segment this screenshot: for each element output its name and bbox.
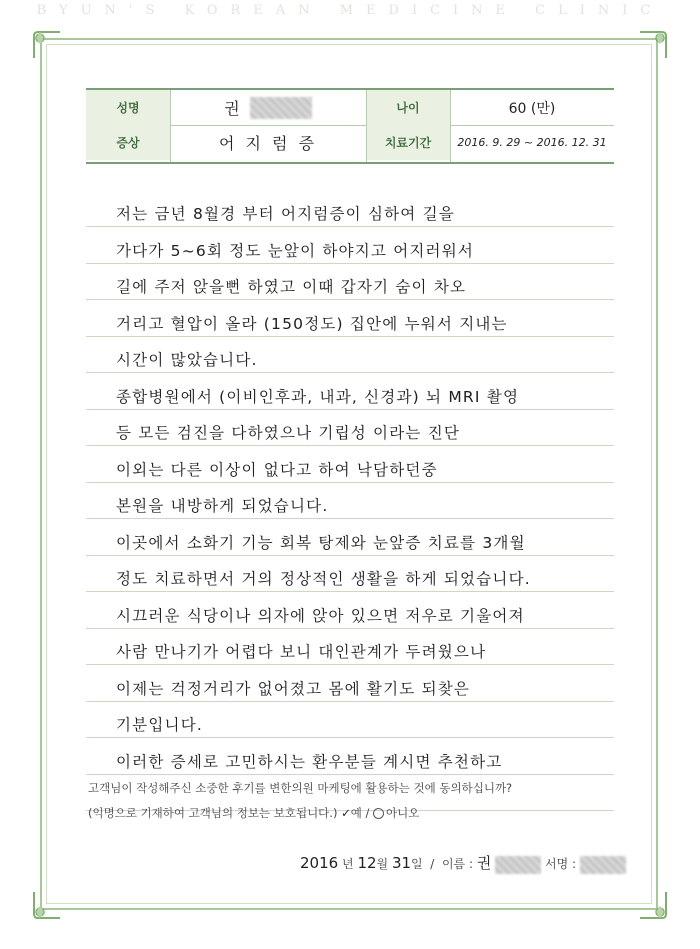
corner-ornament-icon <box>636 888 670 922</box>
signature-row <box>300 852 630 876</box>
sign-year-unit: 년 <box>342 857 354 871</box>
sign-day: 31 <box>391 854 412 872</box>
ruled-line <box>86 336 614 337</box>
consent-note-row <box>88 805 512 821</box>
corner-ornament-icon <box>30 28 64 62</box>
sign-name-value: 권 <box>476 854 492 872</box>
age-value: 60 (만) <box>508 100 556 117</box>
sign-divider: / <box>430 857 435 871</box>
ruled-line <box>86 555 614 556</box>
symptom-value: 어 지 럼 증 <box>218 134 318 153</box>
ruled-line <box>86 737 614 738</box>
redacted-name <box>495 856 541 874</box>
name-value <box>170 90 366 125</box>
review-text-line: 이곳에서 소화기 기능 회복 탕제와 눈앞증 치료를 3개월 <box>116 533 526 552</box>
ruled-line <box>86 226 614 227</box>
sign-month-unit: 월 <box>376 857 389 871</box>
consent-note: (익명으로 기재하여 고객님의 정보는 보호됩니다.) <box>88 806 338 820</box>
sign-day-unit: 일 <box>411 857 423 871</box>
review-text-line: 이러한 증세로 고민하시는 환우분들 계시면 추천하고 <box>116 752 503 771</box>
redacted-name <box>250 97 312 119</box>
corner-ornament-icon <box>636 28 670 62</box>
ruled-line <box>86 518 614 519</box>
consent-no[interactable]: 아니오 <box>386 806 420 820</box>
corner-ornament-icon <box>30 888 64 922</box>
clinic-name-watermark: BYUN'S KOREAN MEDICINE CLINIC <box>36 3 664 18</box>
ruled-line <box>86 409 614 410</box>
consent-separator: / <box>365 806 370 820</box>
review-text-line: 시간이 많았습니다. <box>116 351 258 369</box>
ruled-line <box>86 628 614 629</box>
patient-info-table <box>86 88 614 164</box>
review-text-line: 등 모든 검진을 다하였으나 기립성 이라는 진단 <box>116 424 461 442</box>
review-text-line: 이외는 다른 이상이 없다고 하여 낙담하던중 <box>116 460 438 479</box>
age-label: 나이 <box>366 90 450 125</box>
info-row-symptom-period <box>86 125 614 160</box>
ruled-line <box>86 445 614 446</box>
table-divider <box>170 90 171 162</box>
name-handwriting: 권 <box>224 99 240 118</box>
review-text-line: 기분입니다. <box>116 716 203 734</box>
sign-month: 12 <box>357 854 377 872</box>
review-text-line: 가다가 5~6회 정도 눈앞이 하야지고 어지러워서 <box>116 241 475 260</box>
symptom-label: 증상 <box>86 125 170 160</box>
table-divider <box>450 90 451 162</box>
ruled-line <box>86 263 614 264</box>
review-text-line: 길에 주저 앉을뻔 하였고 이때 갑자기 숨이 차오 <box>116 278 467 296</box>
marketing-consent <box>88 780 512 821</box>
period-value: 2016. 9. 29 ~ 2016. 12. 31 <box>457 136 607 149</box>
ruled-line <box>86 299 614 300</box>
ruled-line <box>86 701 614 702</box>
review-text-line: 본원을 내방하게 되었습니다. <box>116 497 329 515</box>
ruled-line <box>86 372 614 373</box>
review-text-line: 거리고 혈압이 올라 (150정도) 집안에 누워서 지내는 <box>116 314 508 333</box>
table-divider <box>366 90 367 162</box>
review-text-line: 종합병원에서 (이비인후과, 내과, 신경과) 뇌 MRI 촬영 <box>116 387 520 406</box>
review-text-line: 정도 치료하면서 거의 정상적인 생활을 하게 되었습니다. <box>116 570 531 588</box>
consent-question: 고객님이 작성해주신 소중한 후기를 변한의원 마케팅에 활용하는 것에 동의하십니까? <box>88 781 513 795</box>
radio-circle-icon[interactable] <box>373 808 384 819</box>
review-text-line: 사람 만나기가 어렵다 보니 대인관계가 두려웠으나 <box>116 643 487 661</box>
review-text-line: 시끄러운 식당이나 의자에 앉아 있으면 저우로 기울어져 <box>116 606 525 625</box>
ruled-line <box>86 482 614 483</box>
sign-name-label: 이름 : <box>441 857 474 871</box>
checkmark-icon: ✓ <box>341 806 351 820</box>
sign-year: 2016 <box>300 854 339 872</box>
consent-yes[interactable]: 예 <box>350 806 362 820</box>
review-text-line: 저는 금년 8월경 부터 어지럼증이 심하여 길을 <box>116 205 455 223</box>
ruled-line <box>86 774 614 775</box>
info-row-name-age <box>86 90 614 126</box>
review-text-line: 이제는 걱정거리가 없어졌고 몸에 활기도 되찾은 <box>116 679 471 698</box>
ruled-line <box>86 591 614 592</box>
name-label: 성명 <box>86 90 170 125</box>
redacted-signature <box>580 856 626 874</box>
sign-label: 서명 : <box>545 857 577 871</box>
period-label: 치료기간 <box>366 125 450 160</box>
ruled-line <box>86 664 614 665</box>
